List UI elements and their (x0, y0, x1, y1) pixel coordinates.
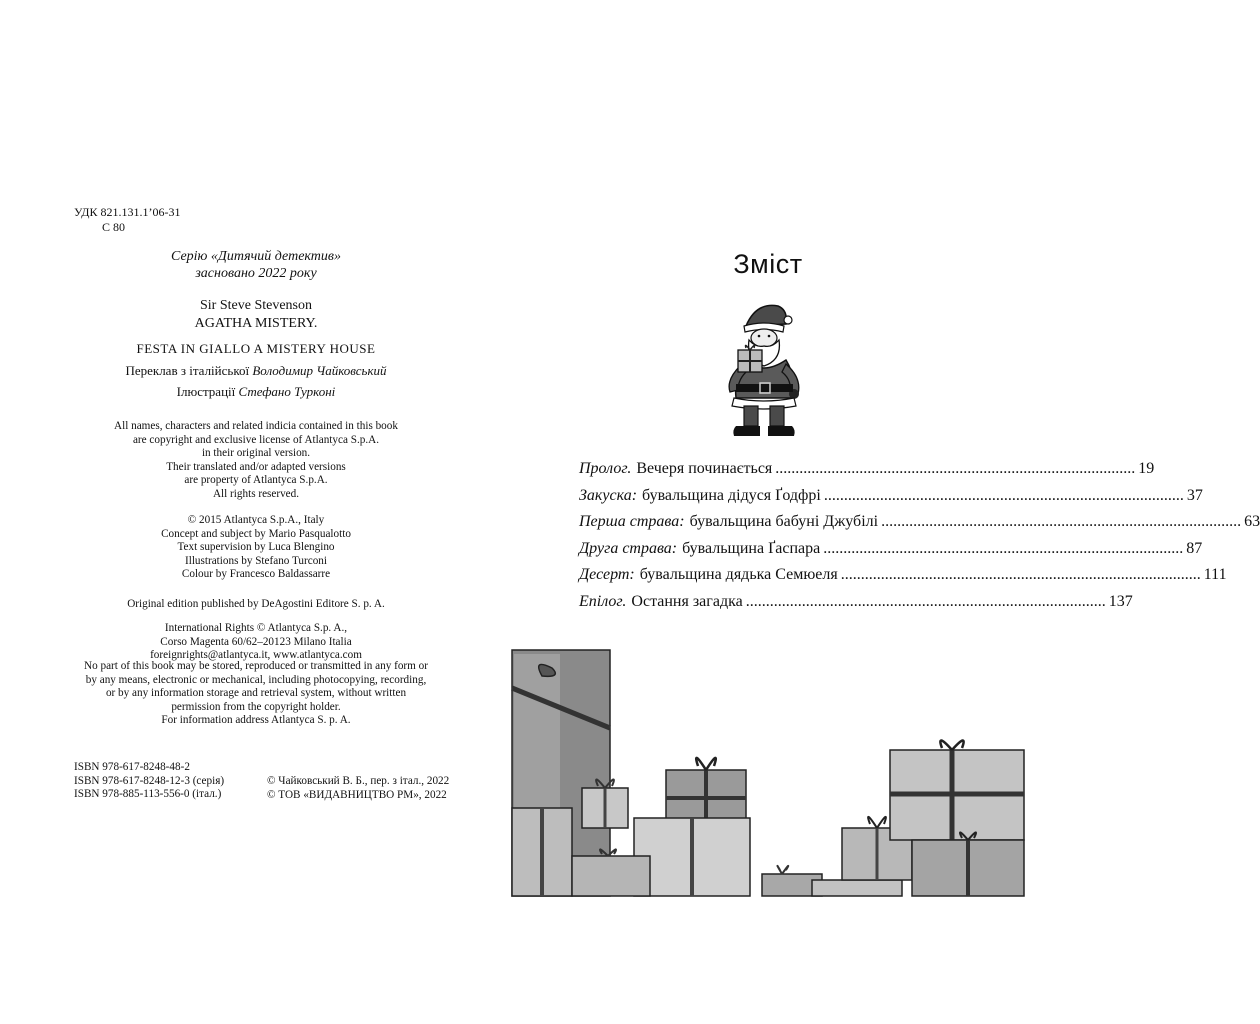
toc-item[interactable] (579, 460, 1155, 487)
toc-leader-dots: .......................................................................................... (881, 513, 1242, 531)
toc-item-page: 19 (1138, 460, 1155, 477)
book-title: AGATHA MISTERY. (194, 316, 318, 331)
original-edition-line: Original edition published by DeAgostini Editore S. p. A. (127, 598, 385, 610)
isbn-line: ISBN 978-617-8248-12-3 (серія) (74, 774, 225, 787)
rights-line: All rights reserved. (212, 487, 300, 500)
toc-leader-dots: .......................................................................................... (823, 539, 1184, 557)
original-title: FESTA IN GIALLO A MISTERY HOUSE (136, 341, 376, 356)
contents-title: Зміст (733, 249, 803, 279)
toc-item-page: 63 (1244, 513, 1260, 531)
author-name: Sir Steve Stevenson (200, 298, 312, 313)
isbn-line: ISBN 978-885-113-556-0 (італ.) (74, 788, 222, 801)
intl-line: Corso Magenta 60/62–20123 Milano Italia (160, 635, 352, 648)
credits-line: © 2015 Atlantyca S.p.A., Italy (187, 514, 325, 526)
translator-line (0, 363, 512, 379)
notice-line: or by any information storage and retrieval system, without written (105, 687, 407, 700)
toc-item-heading: Друга страва: (579, 539, 678, 557)
rights-line: are property of Atlantyca S.p.A. (184, 474, 328, 487)
notice-line: permission from the copyright holder. (171, 700, 341, 713)
credits-block (0, 514, 512, 582)
toc-item-title: бувальщина бабуні Джубілі (689, 513, 879, 531)
series-line-2: засновано 2022 року (195, 266, 317, 281)
translation-copyright-block (267, 775, 449, 802)
toc-item-title: бувальщина Ґаспара (682, 539, 821, 557)
toc-leader-dots: .......................................................................................... (775, 460, 1136, 477)
toc-item-heading: Десерт: (579, 566, 635, 584)
toc-item[interactable] (579, 539, 1203, 567)
series-line-1: Серію «Дитячий детектив» (171, 249, 341, 264)
author-title-block (0, 297, 512, 333)
toc-item-title: бувальщина дядька Семюеля (639, 566, 838, 584)
credits-line: Concept and subject by Mario Pasqualotto (161, 527, 351, 540)
rights-line: All names, characters and related indicia contained in this book (114, 420, 398, 432)
copyright-notice-block (0, 660, 512, 728)
series-note (0, 248, 512, 282)
toc-item[interactable] (579, 592, 1133, 620)
toc-item-title: Остання загадка (631, 592, 743, 610)
rights-line: Their translated and/or adapted versions (166, 460, 346, 473)
credits-line: Illustrations by Stefano Turconi (184, 554, 328, 567)
international-rights-block (0, 622, 512, 663)
isbn-block (74, 761, 224, 802)
isbn-line: ISBN 978-617-8248-48-2 (74, 761, 190, 773)
toc-leader-dots: .......................................................................................... (840, 566, 1201, 584)
toc-item-page: 137 (1108, 592, 1133, 610)
santa-illustration (716, 296, 820, 444)
credits-line: Colour by Francesco Baldassarre (181, 568, 331, 581)
intl-line: International Rights © Atlantyca S.p. A., (164, 622, 348, 634)
notice-line: For information address Atlantyca S. p. A. (161, 714, 351, 727)
toc-item-page: 37 (1186, 486, 1203, 504)
translator-name: Володимир Чайковський (252, 363, 387, 378)
toc-item-heading: Пролог. (579, 460, 632, 477)
toc-item-page: 111 (1203, 566, 1227, 584)
copyright-line: © Чайковський В. Б., пер. з італ., 2022 (267, 775, 450, 787)
translator-label: Переклав з італійської (125, 363, 250, 378)
illustrator-name: Стефано Турконі (238, 384, 336, 399)
rights-block (0, 420, 512, 502)
intl-line: foreignrights@atlantyca.it, www.atlantyca.com (150, 649, 362, 662)
gift-boxes-illustration (512, 648, 1024, 898)
author-code: С 80 (102, 220, 126, 234)
rights-line: in their original version. (201, 447, 311, 460)
toc-item-title: Вечеря починається (636, 460, 773, 477)
udk-block (74, 205, 180, 235)
credits-line: Text supervision by Luca Blengino (177, 541, 335, 554)
toc-item-heading: Закуска: (579, 486, 638, 504)
imprint-page (0, 0, 512, 1024)
udk-code: УДК 821.131.1’06-31 (74, 205, 181, 219)
toc-leader-dots: .......................................................................................... (823, 486, 1184, 504)
illustrator-line (0, 384, 512, 400)
toc-item[interactable] (579, 486, 1203, 514)
rights-line: are copyright and exclusive license of Atlantyca S.p.A. (132, 433, 380, 446)
table-of-contents (579, 460, 1260, 620)
toc-item-title: бувальщина дідуся Ґодфрі (642, 486, 821, 504)
notice-line: by any means, electronic or mechanical, including photocopying, recording, (85, 673, 427, 686)
toc-item-page: 87 (1186, 539, 1203, 557)
notice-line: No part of this book may be stored, reproduced or transmitted in any form or (84, 660, 428, 672)
illustrator-label: Ілюстрації (176, 384, 236, 399)
toc-item-heading: Епілог. (579, 592, 627, 610)
toc-leader-dots: .......................................................................................... (745, 592, 1106, 610)
toc-item[interactable] (579, 513, 1260, 540)
toc-item-heading: Перша страва: (579, 513, 685, 531)
contents-page (512, 0, 1260, 1024)
toc-item[interactable] (579, 566, 1227, 593)
copyright-line: © ТОВ «ВИДАВНИЦТВО РМ», 2022 (267, 788, 447, 801)
